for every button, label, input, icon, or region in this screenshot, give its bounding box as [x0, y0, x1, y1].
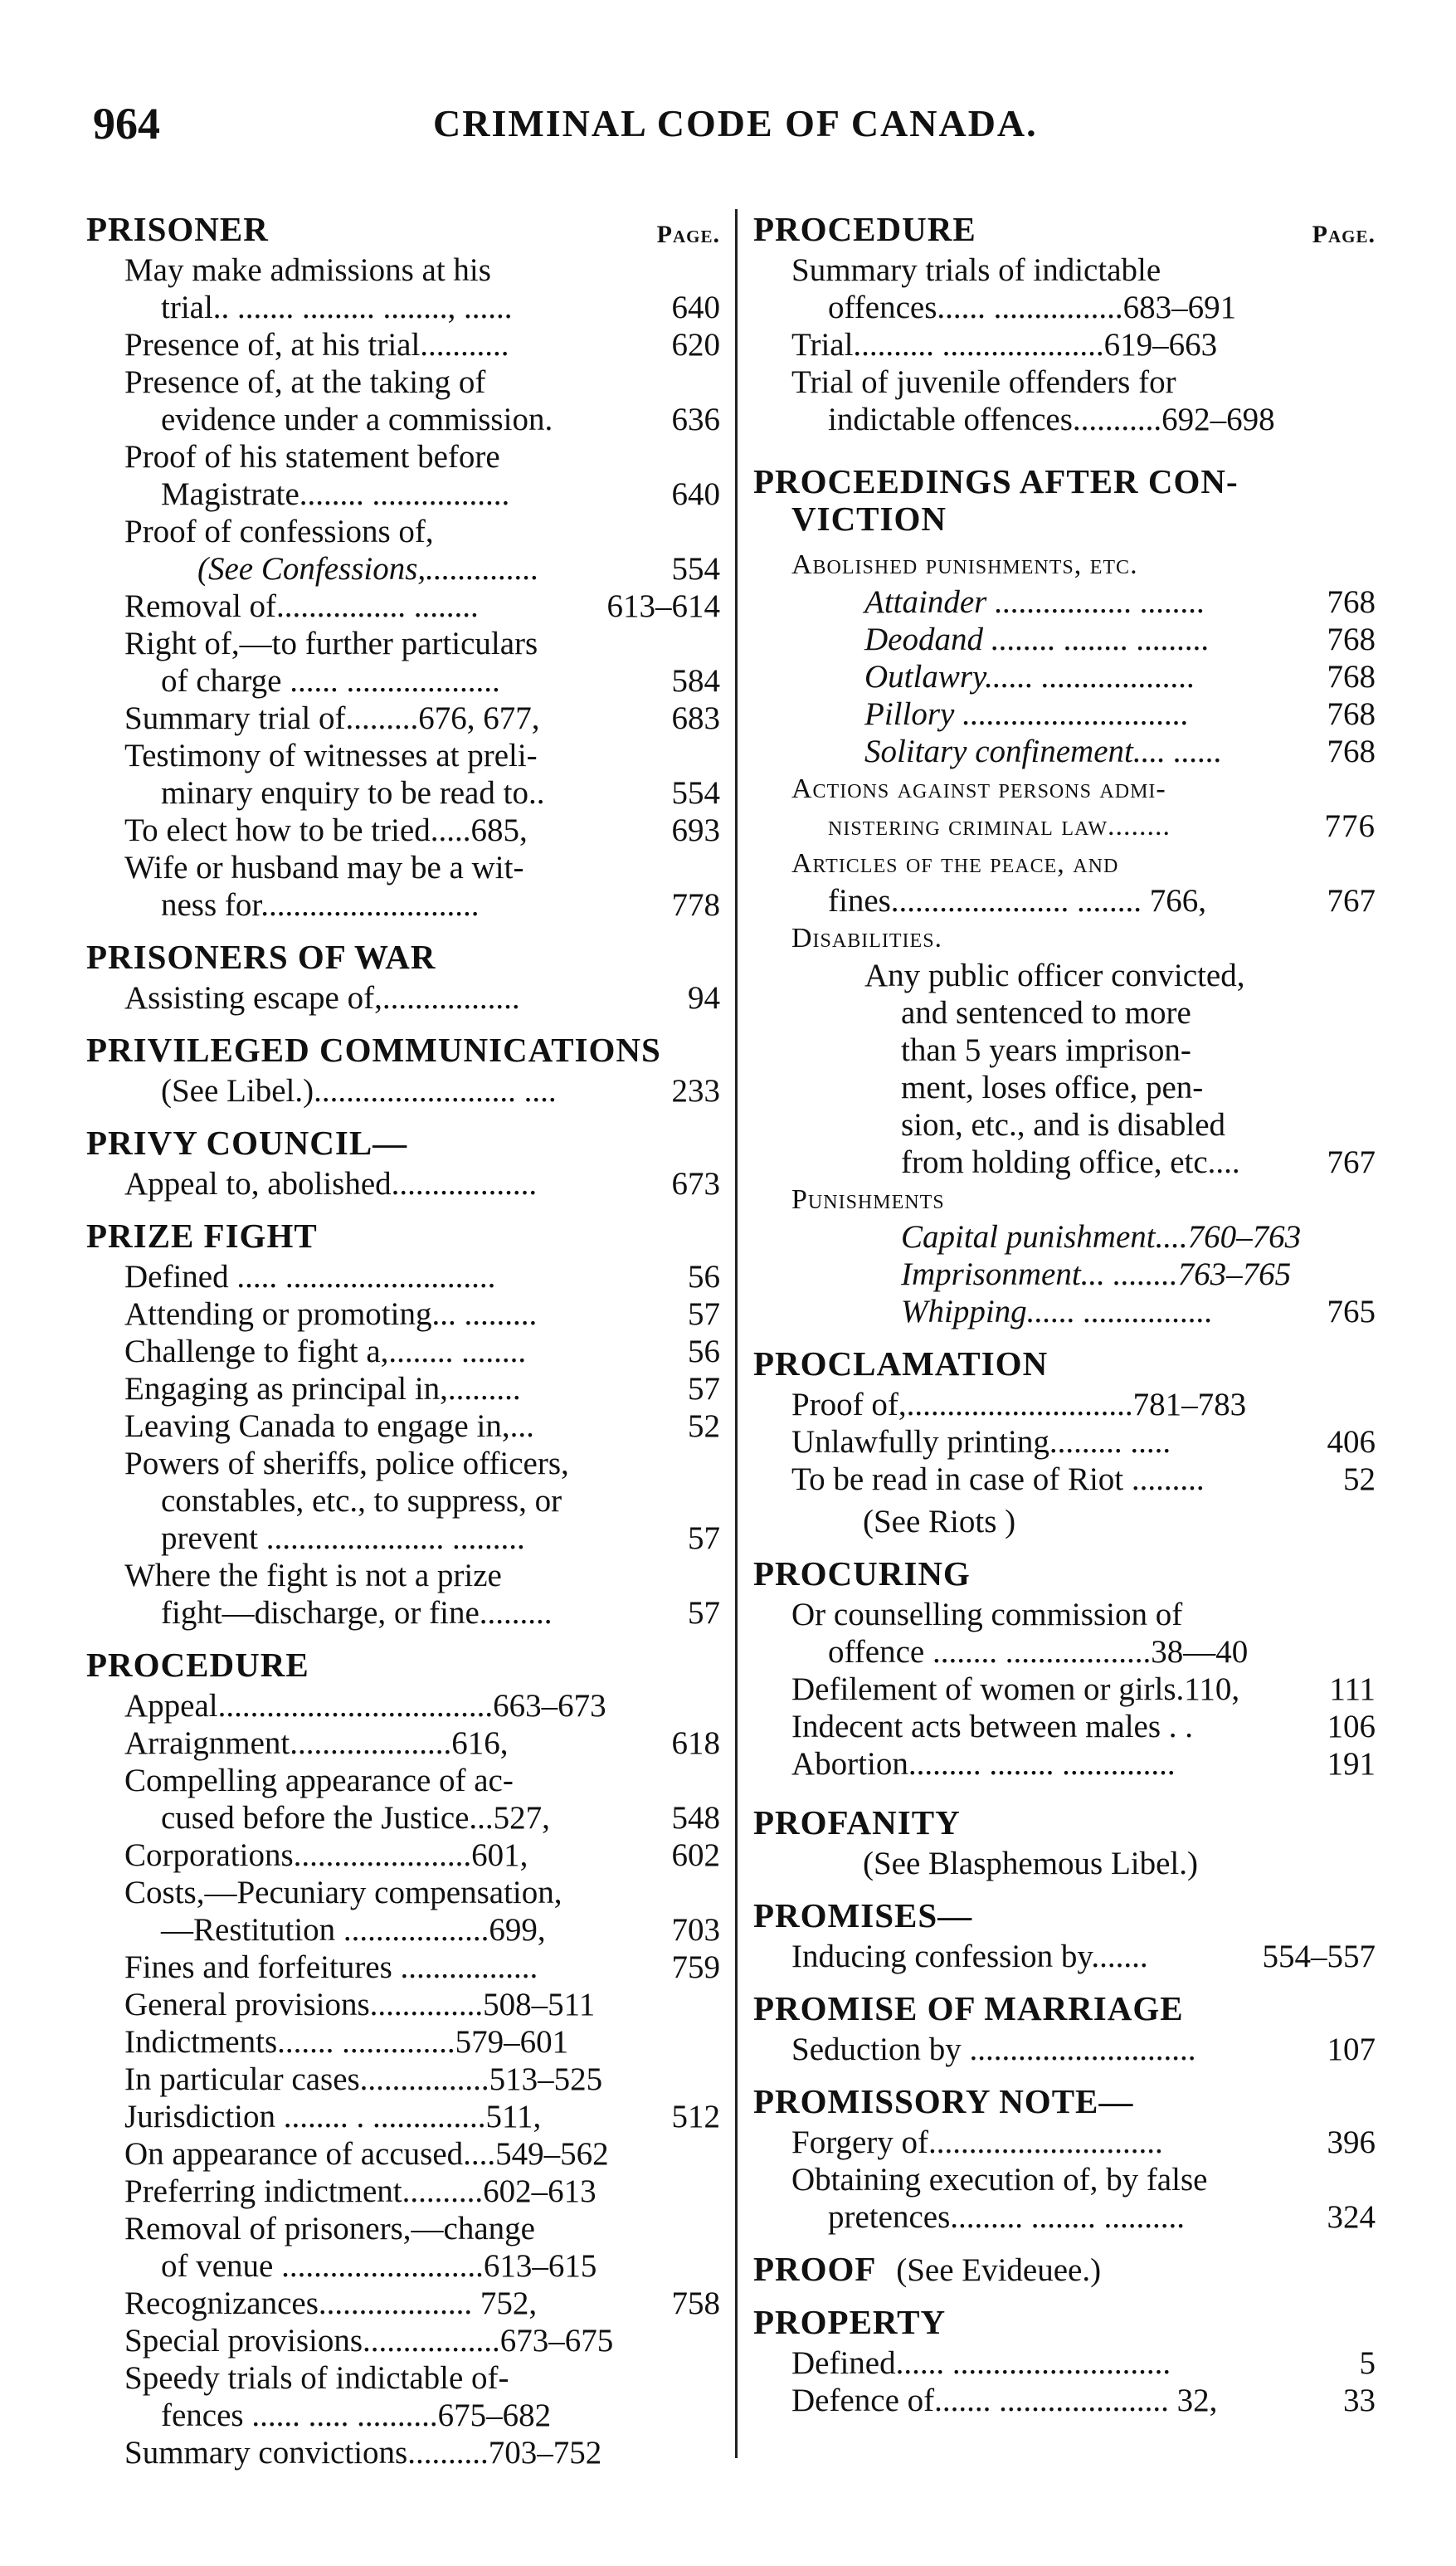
- index-entry: Unlawfully printing......... ..... 406: [791, 1424, 1376, 1460]
- index-entry: Leaving Canada to engage in,... 52: [124, 1408, 720, 1444]
- index-entry: ness for........................... 778: [161, 887, 720, 923]
- heading-proof: PROOF (See Evideuee.): [753, 2250, 1102, 2288]
- index-entry: fences ...... ..... ..........675–682: [161, 2398, 552, 2433]
- index-entry: fight—discharge, or fine......... 57: [161, 1595, 720, 1631]
- column-divider: [735, 209, 738, 2458]
- index-entry: sion, etc., and is disabled: [901, 1107, 1226, 1143]
- index-entry: On appearance of accused....549–562: [124, 2136, 609, 2172]
- index-entry: Summary convictions..........703–752: [124, 2435, 602, 2471]
- index-entry: offences...... ................683–691: [828, 290, 1237, 325]
- index-entry: evidence under a commission. 636: [161, 402, 720, 437]
- heading-proclamation: PROCLAMATION: [753, 1344, 1049, 1383]
- index-entry: —Restitution ..................699, 703: [161, 1912, 720, 1948]
- index-entry: Special provisions.................673–675: [124, 2323, 614, 2359]
- index-entry: Presence of, at his trial........... 620: [124, 327, 720, 363]
- index-entry: Outlawry...... ................... 768: [864, 659, 1376, 695]
- index-entry: prevent ...................... ......... 57: [161, 1520, 720, 1556]
- see-reference: (See Riots ): [863, 1504, 1016, 1539]
- heading-privileged-communications: PRIVILEGED COMMUNICATIONS: [86, 1031, 661, 1069]
- index-entry: trial.. ....... ......... ........, ...... 640: [161, 290, 720, 325]
- index-entry: Appeal to, abolished.................. 673: [124, 1166, 720, 1202]
- see-reference: (See Evideuee.): [896, 2252, 1102, 2288]
- index-entry: of charge ...... ................... 584: [161, 663, 720, 699]
- heading-proceedings-after-conviction: PROCEEDINGS AFTER CON- VICTION: [753, 462, 1239, 538]
- index-entry: Defined...... ........................... 5: [791, 2345, 1376, 2381]
- index-entry: Summary trial of.........676, 677, 683: [124, 700, 720, 736]
- subheading-abolished: Abolished punishments, etc.: [791, 549, 1138, 580]
- index-entry: Corporations......................601, 602: [124, 1837, 720, 1873]
- index-entry: ment, loses office, pen-: [901, 1070, 1204, 1105]
- index-entry: Inducing confession by....... 554–557: [791, 1939, 1376, 1974]
- subheading-punishments: Punishments: [791, 1184, 945, 1215]
- heading-promises: PROMISES—: [753, 1896, 973, 1934]
- index-entry: Attainder ................. ........ 768: [864, 584, 1376, 620]
- index-entry: (See Confessions,.............. 554: [197, 551, 720, 587]
- heading-privy-council: PRIVY COUNCIL—: [86, 1124, 408, 1162]
- subheading-articles: Articles of the peace, and: [791, 848, 1119, 879]
- page-column-label: Page.: [1312, 221, 1376, 248]
- heading-prize-fight: PRIZE FIGHT: [86, 1217, 318, 1255]
- index-entry: Imprisonment... ........763–765: [901, 1256, 1292, 1292]
- heading-promise-of-marriage: PROMISE OF MARRIAGE: [753, 1989, 1184, 2027]
- index-entry: Arraignment....................616, 618: [124, 1725, 720, 1761]
- index-entry: Seduction by ............................ 107: [791, 2032, 1376, 2067]
- index-entry: General provisions..............508–511: [124, 1987, 596, 2022]
- index-entry: Proof of his statement before: [124, 439, 500, 475]
- index-entry: Summary trials of indictable: [791, 252, 1161, 288]
- index-entry: Jurisdiction ........ . ..............511, 512: [124, 2099, 720, 2134]
- index-entry: Trial.......... ....................619–663: [791, 327, 1218, 363]
- index-entry: Proof of confessions of,: [124, 514, 434, 549]
- page-number: 964: [93, 99, 160, 149]
- index-entry: Assisting escape of,................. 94: [124, 980, 720, 1016]
- right-column: [753, 196, 1382, 2419]
- index-entry: minary enquiry to be read to.. 554: [161, 775, 720, 811]
- index-entry: Magistrate........ ................. 640: [161, 476, 720, 512]
- index-entry: Deodand ........ ........ ......... 768: [864, 622, 1376, 657]
- subheading-actions-cont: nistering criminal law........ 776: [828, 808, 1376, 844]
- index-entry: from holding office, etc.... 767: [901, 1144, 1376, 1180]
- index-entry: (See Libel.)......................... .... 233: [161, 1073, 720, 1109]
- heading-prisoner: PRISONER Page.: [86, 211, 727, 248]
- index-entry: Obtaining execution of, by false: [791, 2162, 1208, 2198]
- index-entry: Defilement of women or girls.110, 111: [791, 1671, 1376, 1707]
- index-entry: Compelling appearance of ac-: [124, 1763, 514, 1798]
- heading-prisoners-of-war: PRISONERS OF WAR: [86, 938, 436, 976]
- heading-profanity: PROFANITY: [753, 1803, 961, 1842]
- index-entry: Wife or husband may be a wit-: [124, 850, 524, 885]
- left-column: [86, 196, 727, 2471]
- index-entry: Defined ..... .......................... 56: [124, 1259, 720, 1295]
- index-entry: In particular cases................513–525: [124, 2061, 603, 2097]
- index-entry: Defence of....... ..................... 32, 33: [791, 2383, 1376, 2418]
- index-entry: Presence of, at the taking of: [124, 364, 486, 400]
- index-entry: Proof of,............................781–783: [791, 1387, 1247, 1422]
- index-entry: Recognizances................... 752, 758: [124, 2285, 720, 2321]
- index-entry: pretences......... ........ .......... 324: [828, 2199, 1376, 2235]
- index-entry: Forgery of............................. 396: [791, 2125, 1376, 2160]
- index-entry: indictable offences...........692–698: [828, 402, 1275, 437]
- index-entry: offence ........ ..................38—40: [828, 1634, 1249, 1670]
- index-entry: Appeal..................................663–673: [124, 1688, 606, 1724]
- index-entry: Any public officer convicted,: [864, 958, 1245, 993]
- index-entry: Powers of sheriffs, police officers,: [124, 1446, 569, 1481]
- index-entry: To be read in case of Riot ......... 52: [791, 1461, 1376, 1497]
- page-header: [93, 98, 1362, 164]
- heading-property: PROPERTY: [753, 2303, 947, 2341]
- see-reference: (See Blasphemous Libel.): [863, 1846, 1198, 1881]
- index-entry: of venue .........................613–615: [161, 2248, 597, 2284]
- index-entry: cused before the Justice...527, 548: [161, 1800, 720, 1836]
- index-entry: Attending or promoting... ......... 57: [124, 1296, 720, 1332]
- index-entry: Abortion......... ........ .............. 191: [791, 1746, 1376, 1782]
- index-entry: fines...................... ........ 766, 767: [828, 883, 1376, 919]
- index-entry: Solitary confinement.... ...... 768: [864, 734, 1376, 769]
- index-entry: To elect how to be tried.....685, 693: [124, 812, 720, 848]
- index-entry: Fines and forfeitures ................. 759: [124, 1949, 720, 1985]
- index-entry: Removal of prisoners,—change: [124, 2211, 535, 2246]
- index-entry: Engaging as principal in,......... 57: [124, 1371, 720, 1407]
- index-entry: May make admissions at his: [124, 252, 491, 288]
- index-entry: Challenge to fight a,........ ........ 56: [124, 1334, 720, 1369]
- index-entry: Speedy trials of indictable of-: [124, 2360, 509, 2396]
- index-entry: Right of,—to further particulars: [124, 626, 538, 661]
- index-entry: Removal of................ ........ 613–614: [124, 588, 720, 624]
- index-entry: Preferring indictment..........602–613: [124, 2173, 597, 2209]
- index-entry: than 5 years imprison-: [901, 1032, 1191, 1068]
- index-entry: Costs,—Pecuniary compensation,: [124, 1875, 562, 1910]
- index-entry: Indecent acts between males . . 106: [791, 1709, 1376, 1744]
- index-entry: constables, etc., to suppress, or: [161, 1483, 562, 1519]
- heading-procedure: PROCEDURE: [86, 1646, 309, 1684]
- subheading-actions: Actions against persons admi-: [791, 773, 1166, 804]
- index-entry: Capital punishment....760–763: [901, 1219, 1302, 1255]
- index-entry: Pillory ............................ 768: [864, 696, 1376, 732]
- index-entry: Whipping...... ................ 765: [901, 1294, 1376, 1329]
- index-entry: Indictments....... ..............579–601: [124, 2024, 569, 2060]
- heading-procedure-continued: PROCEDURE Page.: [753, 211, 1382, 248]
- running-title: CRIMINAL CODE OF CANADA.: [433, 102, 1038, 144]
- index-entry: and sentenced to more: [901, 995, 1191, 1031]
- index-entry: Trial of juvenile offenders for: [791, 364, 1176, 400]
- index-entry: Where the fight is not a prize: [124, 1558, 502, 1593]
- index-entry: Testimony of witnesses at preli-: [124, 738, 538, 773]
- heading-procuring: PROCURING: [753, 1554, 971, 1593]
- heading-promissory-note: PROMISSORY NOTE—: [753, 2082, 1134, 2120]
- page-column-label: Page.: [656, 221, 720, 248]
- index-entry: Or counselling commission of: [791, 1597, 1183, 1632]
- subheading-disabilities: Disabilities.: [791, 923, 943, 954]
